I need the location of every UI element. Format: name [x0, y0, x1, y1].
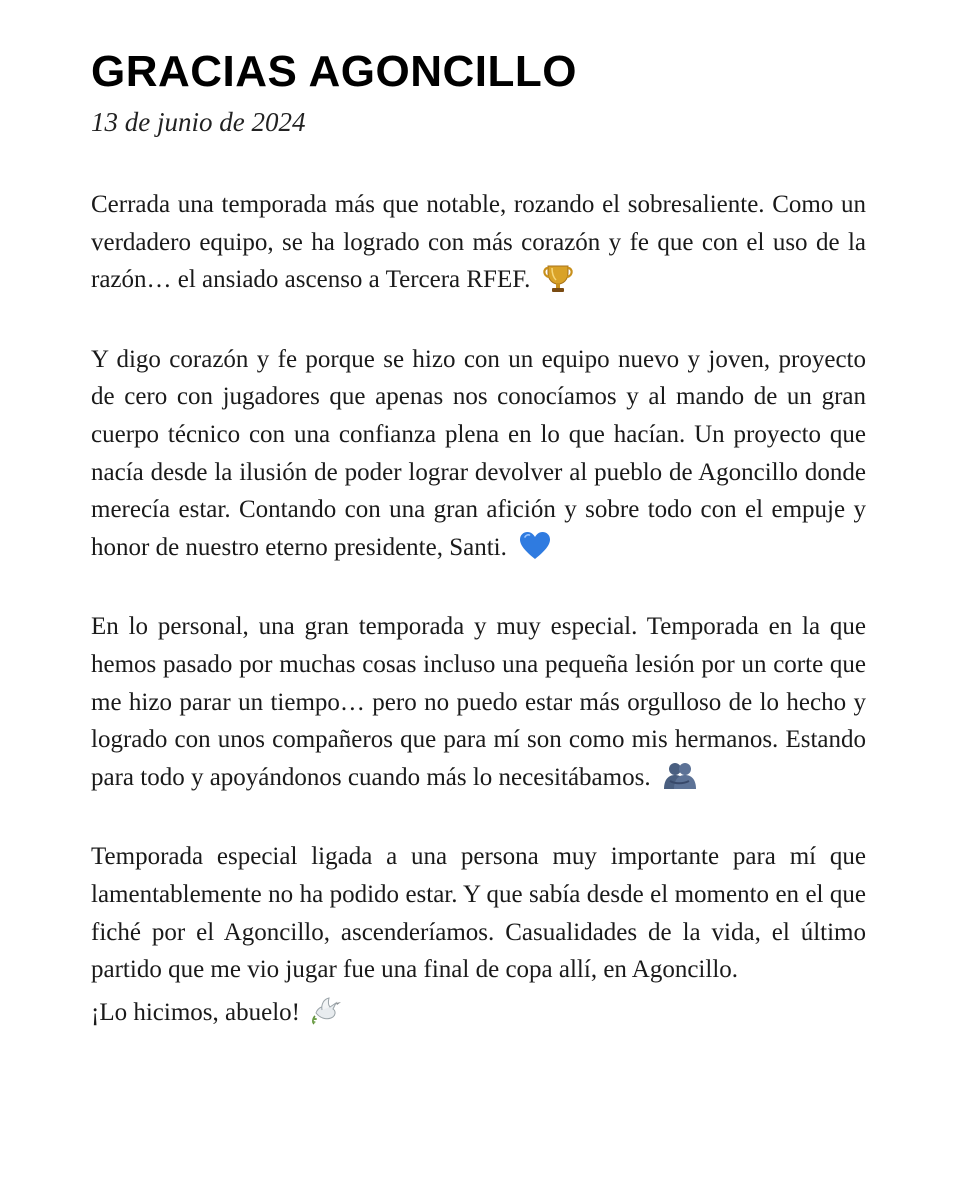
paragraph-text: Temporada especial ligada a una persona muy importante para mí que lamentablemente no ha podido estar. Y que sabía desde el momento en el que fiché por el Agoncillo, ascenderíamos. Casualidades de la vida, el último partido que me vio jugar fue una final de copa allí, en Agoncillo.	[91, 843, 866, 984]
closing-line	[91, 993, 866, 1033]
blue-heart-icon	[519, 531, 551, 561]
paragraph-text: En lo personal, una gran temporada y muy especial. Temporada en la que hemos pasado por muchas cosas incluso una pequeña lesión por un corte que me hizo parar un tiempo… pero no puedo estar más orgulloso de lo hecho y logrado con unos compañeros que para mí son como mis hermanos. Estando para todo y apoyándonos cuando más lo necesitábamos.	[91, 613, 866, 791]
paragraph-text: Y digo corazón y fe porque se hizo con un equipo nuevo y joven, proyecto de cero con jugadores que apenas nos conocíamos y al mando de un gran cuerpo técnico con una confianza plena en lo que hacían. Un proyecto que nacía desde la ilusión de poder lograr devolver al pueblo de Agoncillo donde merecía estar. Contando con una gran afición y sobre todo con el empuje y honor de nuestro eterno presidente, Santi.	[91, 345, 866, 561]
closing-text: ¡Lo hicimos, abuelo!	[91, 998, 300, 1026]
paragraph-3	[91, 608, 866, 796]
dove-icon	[312, 996, 342, 1026]
paragraph-2	[91, 341, 866, 567]
document-date: 13 de junio de 2024	[91, 107, 306, 137]
trophy-icon	[543, 262, 573, 294]
paragraph-4	[91, 838, 866, 988]
document-title: GRACIAS AGONCILLO	[91, 47, 577, 96]
people-hugging-icon	[663, 762, 697, 790]
document-page	[91, 40, 866, 1033]
paragraph-text: Cerrada una temporada más que notable, rozando el sobresaliente. Como un verdadero equipo, se ha logrado con más corazón y fe que con el uso de la razón… el ansiado ascenso a Tercera RFEF.	[91, 191, 866, 294]
paragraph-1	[91, 186, 866, 299]
